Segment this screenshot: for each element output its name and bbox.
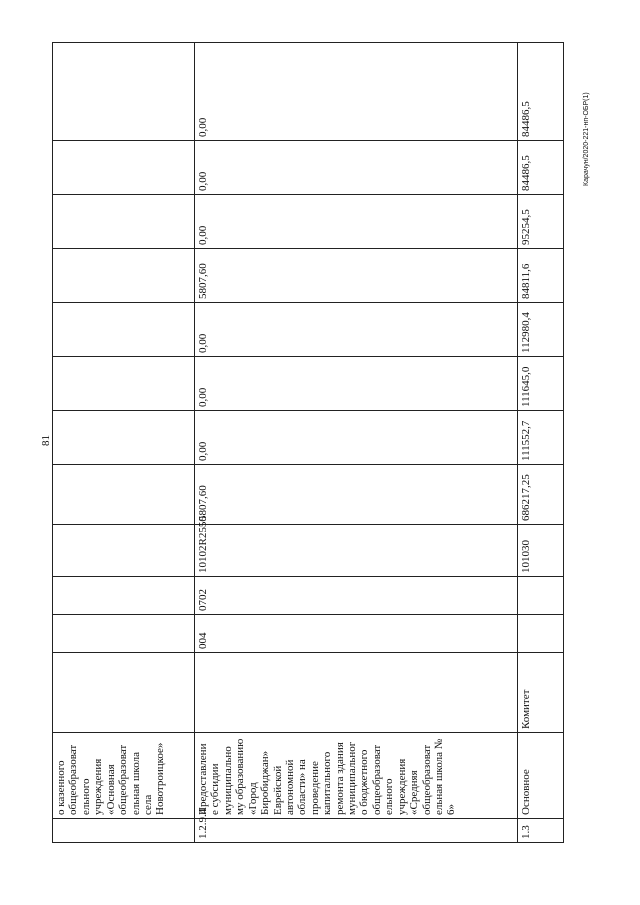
cell-csr	[53, 525, 195, 577]
cell-year-6: 0,00	[195, 141, 518, 195]
cell-number: 1.3	[518, 819, 564, 843]
rotated-table-wrapper	[52, 43, 552, 843]
table-row	[195, 43, 518, 843]
side-note: Карачун/2020-221-нп-ОБР(1)	[583, 92, 590, 186]
cell-year-5	[53, 195, 195, 249]
cell-year-4	[53, 249, 195, 303]
cell-csr: 10102R2550	[195, 525, 518, 577]
cell-year-4: 5807,60	[195, 249, 518, 303]
cell-year-3: 0,00	[195, 303, 518, 357]
cell-year-5: 0,00	[195, 195, 518, 249]
cell-year-3	[53, 303, 195, 357]
cell-year-1	[53, 411, 195, 465]
cell-rzpr	[518, 577, 564, 615]
cell-grbs: 004	[195, 615, 518, 653]
cell-description: о казенного общеобразоват ельного учреждения «Основная общеобразоват ельная школа села Новотроицкое»	[53, 733, 195, 819]
cell-year-1: 0,00	[195, 411, 518, 465]
cell-year-6	[53, 141, 195, 195]
cell-description: Основное	[518, 733, 564, 819]
cell-year-7	[53, 43, 195, 141]
cell-year-6: 84486,5	[518, 141, 564, 195]
cell-year-2	[53, 357, 195, 411]
cell-csr: 101030	[518, 525, 564, 577]
cell-executor	[53, 653, 195, 733]
cell-total: 686217,25	[518, 465, 564, 525]
cell-year-1: 111552,7	[518, 411, 564, 465]
page-number: 81	[40, 435, 52, 446]
cell-year-3: 112980,4	[518, 303, 564, 357]
cell-grbs	[53, 615, 195, 653]
cell-year-2: 111645,0	[518, 357, 564, 411]
cell-rzpr	[53, 577, 195, 615]
cell-rzpr: 0702	[195, 577, 518, 615]
cell-total	[53, 465, 195, 525]
cell-number	[53, 819, 195, 843]
table-row	[53, 43, 195, 843]
cell-total: 5807,60	[195, 465, 518, 525]
cell-year-2: 0,00	[195, 357, 518, 411]
cell-year-5: 95254,5	[518, 195, 564, 249]
cell-description: Предоставлени е субсидии муниципально му образованию «Город Биробиджан» Еврейской автономной области» на проведение капитального ремонта здания муниципальног о бюджетного общеобразоват ельного учреждения «Средняя общеобразоват ельная школа № 6»	[195, 733, 518, 819]
cell-year-4: 84811,6	[518, 249, 564, 303]
budget-table	[52, 42, 564, 843]
cell-year-7: 0,00	[195, 43, 518, 141]
cell-executor: Комитет	[518, 653, 564, 733]
cell-number: 1.2.9.4	[195, 819, 518, 843]
table-row	[518, 43, 564, 843]
cell-grbs	[518, 615, 564, 653]
cell-year-7: 84486,5	[518, 43, 564, 141]
cell-executor	[195, 653, 518, 733]
